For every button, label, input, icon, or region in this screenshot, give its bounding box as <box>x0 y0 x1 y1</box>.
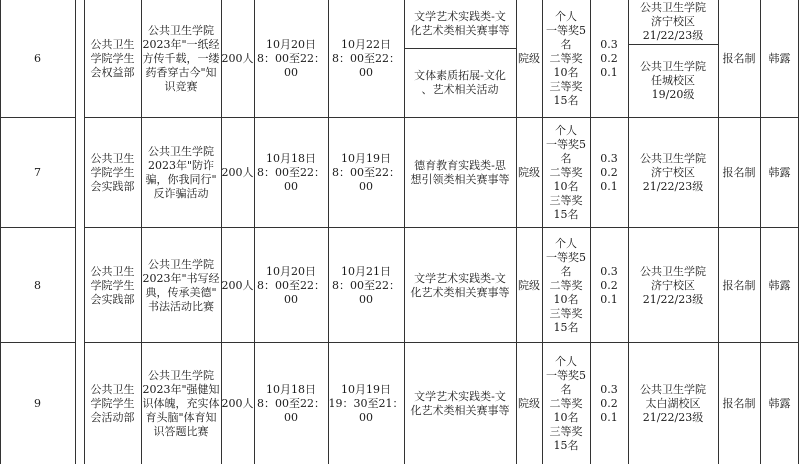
organizer-cell: 公共卫生 学院学生 会活动部 <box>90 382 135 424</box>
end-time-cell: 10月19日 19：30至21：00 <box>328 382 404 424</box>
start-time-cell: 10月18日 8：00至22：00 <box>257 382 325 424</box>
participant-count-cell: 200人 <box>221 278 254 292</box>
end-time-cell: 10月22日 8：00至22：00 <box>332 38 400 79</box>
start-time-cell: 10月20日 8：00至22：00 <box>257 38 325 79</box>
table-gridline <box>221 0 222 464</box>
target-group-cell: 公共卫生学院 任城校区 19/20级 <box>640 60 706 101</box>
points-cell: 0.3 0.2 0.1 <box>600 38 618 79</box>
level-cell: 院级 <box>518 396 540 410</box>
start-time-cell: 10月20日 8：00至22：00 <box>257 264 325 306</box>
end-time-cell: 10月19日 8：00至22：00 <box>332 152 400 193</box>
table-gridline <box>404 0 405 464</box>
table-gridline <box>404 48 516 49</box>
target-group-cell: 公共卫生学院 济宁校区 21/22/23级 <box>640 152 706 193</box>
end-time-cell: 10月21日 8：00至22：00 <box>332 264 400 306</box>
table-gridline <box>760 0 761 464</box>
row-number-cell: 8 <box>34 278 41 292</box>
activity-name-cell: 公共卫生学院 2023年"防诈 骗，你我同行" 反诈骗活动 <box>145 145 217 200</box>
table-gridline <box>718 0 719 464</box>
points-cell: 0.3 0.2 0.1 <box>600 264 618 306</box>
participant-count-cell: 200人 <box>221 396 254 410</box>
signup-method-cell: 报名制 <box>722 166 756 179</box>
activity-name-cell: 公共卫生学院 2023年"强健知 识体魄，充实体 育头脑"体育知 识答题比赛 <box>142 368 220 438</box>
table-gridline <box>84 0 85 464</box>
signup-method-cell: 报名制 <box>722 396 756 410</box>
contact-cell: 韩露 <box>768 166 791 179</box>
category-cell: 文学艺术实践类-文 化艺术类相关赛事等 <box>410 10 510 37</box>
level-cell: 院级 <box>518 166 540 179</box>
table-gridline <box>75 0 76 464</box>
row-number-cell: 7 <box>34 166 41 179</box>
table-gridline <box>0 342 75 343</box>
table-gridline <box>141 0 142 464</box>
table-gridline <box>0 117 75 118</box>
category-cell: 文体素质拓展-文化 、艺术相关活动 <box>414 69 506 96</box>
target-group-cell: 公共卫生学院 太白湖校区 21/22/23级 <box>640 382 706 424</box>
table-gridline <box>0 227 75 228</box>
category-cell: 德育教育实践类-思 想引领类相关赛事等 <box>410 159 510 186</box>
category-cell: 文学艺术实践类-文 化艺术类相关赛事等 <box>410 271 510 299</box>
awards-cell: 个人 一等奖5 名 二等奖 10名 三等奖 15名 <box>546 236 586 334</box>
table-gridline <box>84 342 799 343</box>
signup-method-cell: 报名制 <box>722 52 756 65</box>
activity-name-cell: 公共卫生学院 2023年"一纸经 方传千载，一缕 药香穿古今"知 识竞赛 <box>142 24 220 93</box>
level-cell: 院级 <box>518 278 540 292</box>
organizer-cell: 公共卫生 学院学生 会权益部 <box>90 38 135 79</box>
points-cell: 0.3 0.2 0.1 <box>600 152 618 193</box>
awards-cell: 个人 一等奖5 名 二等奖 10名 三等奖 15名 <box>546 10 586 107</box>
table-gridline <box>628 0 629 464</box>
category-cell: 文学艺术实践类-文 化艺术类相关赛事等 <box>410 389 510 417</box>
signup-method-cell: 报名制 <box>722 278 756 292</box>
table-gridline <box>590 0 591 464</box>
table-gridline <box>84 117 799 118</box>
organizer-cell: 公共卫生 学院学生 会实践部 <box>90 152 135 193</box>
table-gridline <box>628 44 718 45</box>
activity-name-cell: 公共卫生学院 2023年"书写经 典，传承美德" 书法活动比赛 <box>142 257 220 313</box>
table-gridline <box>254 0 255 464</box>
target-group-cell: 公共卫生学院 济宁校区 21/22/23级 <box>640 264 706 306</box>
start-time-cell: 10月18日 8：00至22：00 <box>257 152 325 193</box>
target-group-cell: 公共卫生学院 济宁校区 21/22/23级 <box>640 1 706 42</box>
table-gridline <box>84 227 799 228</box>
contact-cell: 韩露 <box>768 52 791 65</box>
participant-count-cell: 200人 <box>221 166 254 179</box>
contact-cell: 韩露 <box>768 278 791 292</box>
row-number-cell: 9 <box>34 396 41 410</box>
table-gridline <box>328 0 329 464</box>
table-gridline <box>0 0 1 464</box>
row-number-cell: 6 <box>34 52 41 65</box>
table-gridline <box>542 0 543 464</box>
awards-cell: 个人 一等奖5 名 二等奖 10名 三等奖 15名 <box>546 354 586 452</box>
points-cell: 0.3 0.2 0.1 <box>600 382 618 424</box>
organizer-cell: 公共卫生 学院学生 会实践部 <box>90 264 135 306</box>
awards-cell: 个人 一等奖5 名 二等奖 10名 三等奖 15名 <box>546 124 586 221</box>
table-gridline <box>516 0 517 464</box>
participant-count-cell: 200人 <box>221 52 254 65</box>
level-cell: 院级 <box>518 52 540 65</box>
contact-cell: 韩露 <box>768 396 791 410</box>
